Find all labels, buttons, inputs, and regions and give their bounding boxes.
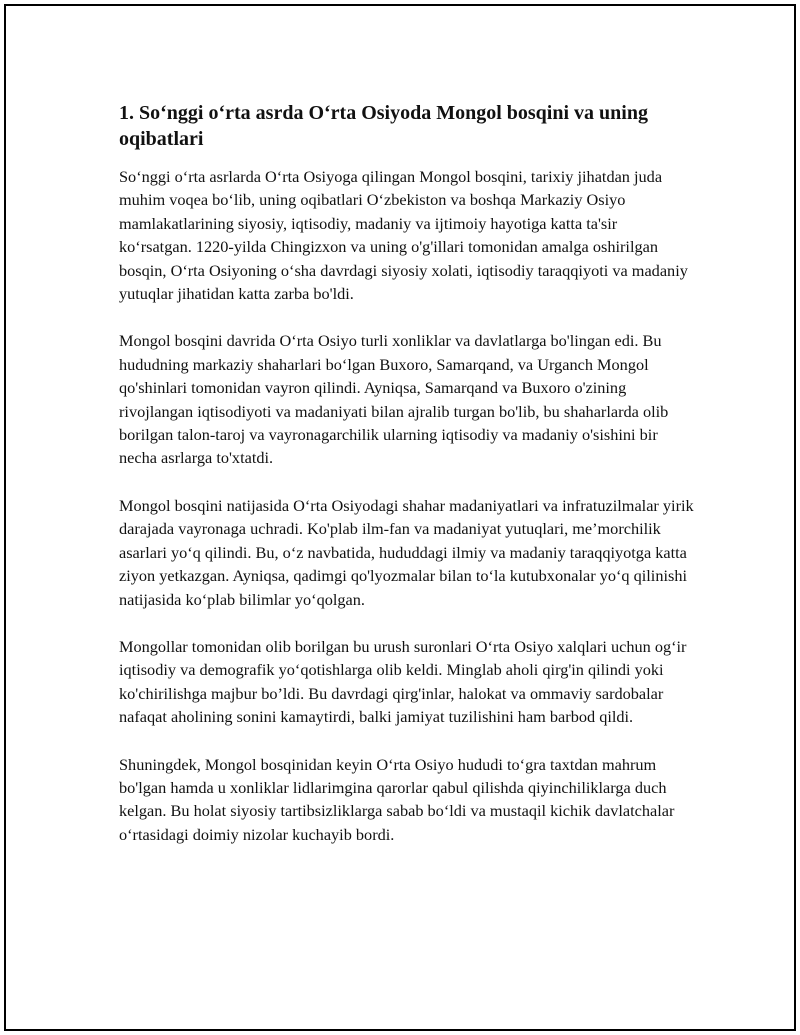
paragraph-3: Mongol bosqini natijasida O‘rta Osiyodagi shahar madaniyatlari va infratuzilmalar yirik darajada vayronaga uchradi. Ko'plab ilm-fan va madaniyat yutuqlari, me’morchilik asarlari yo‘q qilindi. Bu, o‘z navbatida, hududdagi ilmiy va madaniy taraqqiyotga katta ziyon yetkazgan. Ayniqsa, qadimgi qo'lyozmalar bilan to‘la kutubxonalar yo‘q qilinishi natijasida ko‘plab bilimlar yo‘qolgan. xyxy=(119,495,694,609)
section-heading: 1. So‘nggi o‘rta asrda O‘rta Osiyoda Mongol bosqini va uning oqibatlari xyxy=(119,102,648,150)
document-body xyxy=(119,100,694,870)
page-border xyxy=(4,4,796,1031)
paragraph-2: Mongol bosqini davrida O‘rta Osiyo turli xonliklar va davlatlarga bo'lingan edi. Bu hududning markaziy shaharlari bo‘lgan Buxoro, Samarqand, va Urganch Mongol qo'shinlari tomonidan vayron qilindi. Ayniqsa, Samarqand va Buxoro o'zining rivojlangan iqtisodiyoti va madaniyati bilan ajralib turgan bo'lib, bu shaharlarda olib borilgan talon-taroj va vayronagarchilik ularning iqtisodiy va madaniy o'sishini bir necha asrlarga to'xtatdi. xyxy=(119,331,669,468)
paragraph-1: So‘nggi o‘rta asrlarda O‘rta Osiyoga qilingan Mongol bosqini, tarixiy jihatdan juda muhim voqea bo‘lib, uning oqibatlari O‘zbekiston va boshqa Markaziy Osiyo mamlakatlarining siyosiy, iqtisodiy, madaniy va ijtimoiy hayotiga katta ta'sir ko‘rsatgan. 1220-yilda Chingizxon va uning o'g'illari tomonidan amalga oshirilgan bosqin, O‘rta Osiyoning o‘sha davrdagi siyosiy xolati, iqtisodiy taraqqiyoti va madaniy yutuqlar jihatidan katta zarba bo'ldi. xyxy=(119,167,688,304)
paragraph-4: Mongollar tomonidan olib borilgan bu urush suronlari O‘rta Osiyo xalqlari uchun og‘ir iqtisodiy va demografik yo‘qotishlarga olib keldi. Minglab aholi qirg'in qilindi yoki ko'chirilishga majbur bo’ldi. Bu davrdagi qirg'inlar, halokat va ommaviy sardobalar nafaqat aholining sonini kamaytirdi, balki jamiyat tuzilishini ham barbod qildi. xyxy=(119,636,687,727)
paragraph-5: Shuningdek, Mongol bosqinidan keyin O‘rta Osiyo hududi to‘gra taxtdan mahrum bo'lgan hamda u xonliklar lidlarimgina qarorlar qabul qilishda qiyinchiliklarga duch kelgan. Bu holat siyosiy tartibsizliklarga sabab bo‘ldi va mustaqil kichik davlatchalar o‘rtasidagi doimiy nizolar kuchayib bordi. xyxy=(119,754,675,844)
